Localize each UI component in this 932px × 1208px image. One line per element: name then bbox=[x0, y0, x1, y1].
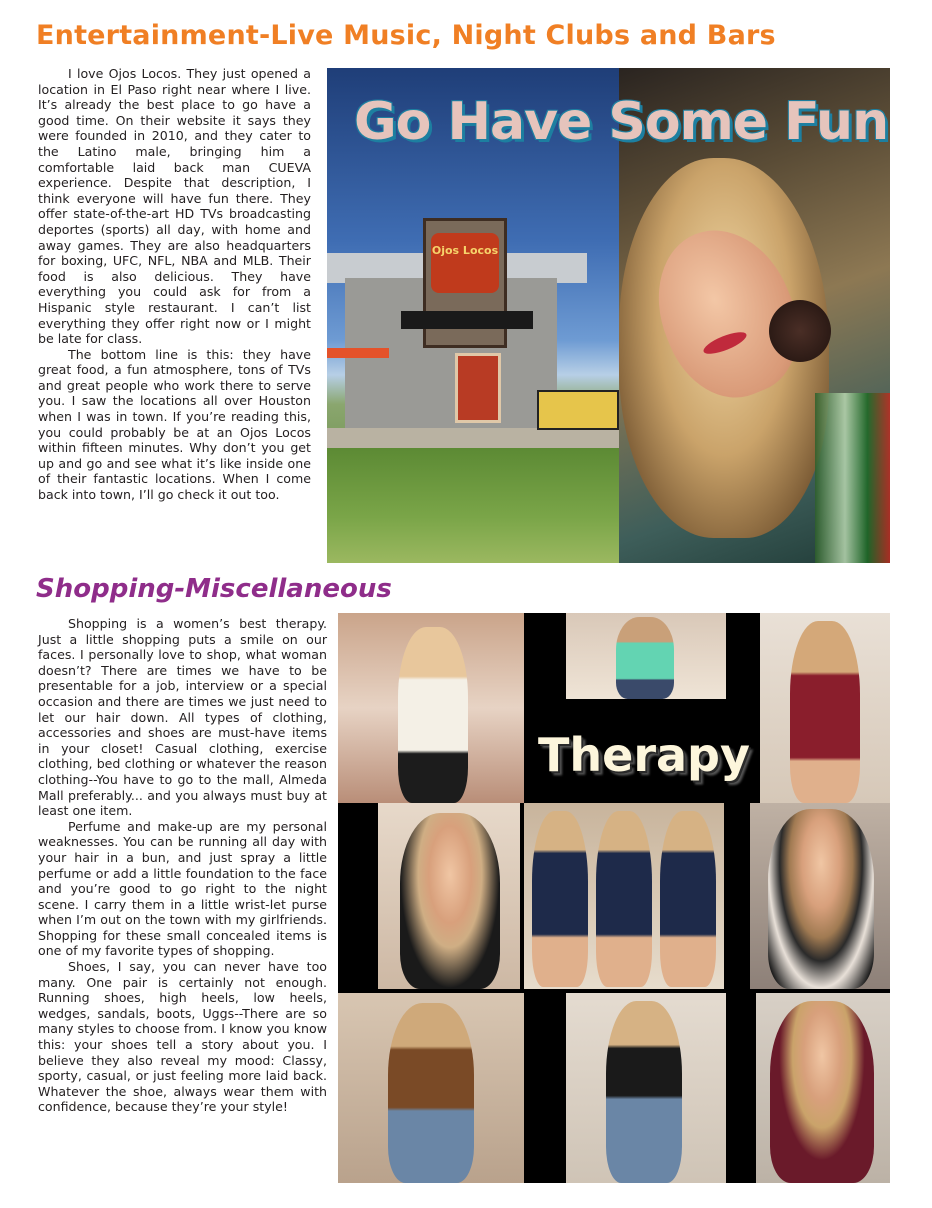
article-paragraph: The bottom line is this: they have great food, a fun atmosphere, tons of TVs and great people who work there to serve you. I saw the locations all over Houston when I was in town. If you’re reading this, you could probably be at an Ojos Locos within fifteen minutes. Why don’t you get up and go and see what it’s like inside one of their fantastic locations. When I come back into town, I’ll go check it out too. bbox=[38, 346, 311, 503]
orange-awning bbox=[327, 348, 389, 358]
lawn bbox=[327, 448, 619, 563]
outfit-photo bbox=[338, 613, 524, 803]
ojos-locos-sign: Ojos Locos bbox=[431, 233, 499, 293]
entertainment-article bbox=[38, 66, 311, 503]
therapy-photo-collage bbox=[338, 613, 890, 1183]
model-figure bbox=[616, 617, 674, 699]
shopping-article bbox=[38, 616, 327, 1115]
selfie-photo bbox=[750, 803, 890, 989]
restaurant-banner bbox=[537, 390, 619, 430]
sidewalk bbox=[327, 428, 619, 450]
model-figure bbox=[790, 621, 860, 803]
article-paragraph: Perfume and make-up are my personal weaknesses. You can be running all day with your hair in a bun, and just spray a little perfume or add a little foundation to the face and you’re good to go right to the night scene. I carry them in a little wrist-let purse when I’m out on the town with my girlfriends. Shopping for these small concealed items is one of my favorite types of shopping. bbox=[38, 818, 327, 959]
article-paragraph: Shopping is a women’s best therapy. Just a little shopping puts a smile on our faces. I personally love to shop, what woman doesn’t? There are times we have to be presentable for a job, interview or a special occasion and there are times we just need to let our hair down. All types of clothing, accessories and shoes are must-have items in your closet! Casual clothing, exercise clothing, bed clothing or whatever the reason clothing--You have to go to the mall, Almeda Mall preferably... and you always must buy at least one item. bbox=[38, 616, 327, 819]
section-heading-entertainment: Entertainment-Live Music, Night Clubs and Bars bbox=[36, 20, 776, 51]
outfit-photo bbox=[760, 613, 890, 803]
entrance-canopy bbox=[401, 311, 533, 329]
therapy-title: Therapy bbox=[538, 728, 750, 782]
model-figure bbox=[770, 1001, 874, 1183]
hair-rose bbox=[769, 300, 831, 362]
model-figure bbox=[532, 811, 588, 987]
selfie-photo bbox=[756, 993, 890, 1183]
model-figure bbox=[398, 627, 468, 803]
go-have-some-fun-title: Go Have Some Fun bbox=[354, 92, 889, 152]
model-figure bbox=[606, 1001, 682, 1183]
model-figure bbox=[596, 811, 652, 987]
selfie-photo bbox=[378, 803, 520, 989]
restaurant-entrance bbox=[455, 353, 501, 423]
model-figure bbox=[660, 811, 716, 987]
bar-bottles bbox=[815, 393, 890, 563]
mirror-selfie-photo bbox=[338, 993, 524, 1183]
section-heading-shopping: Shopping-Miscellaneous bbox=[36, 574, 392, 604]
article-paragraph: I love Ojos Locos. They just opened a location in El Paso right near where I live. It’s already the best place to go have a good time. On their website it says they were founded in 2010, and they cater to the Latino male, bringing him a comfortable laid back man CUEVA experience. Despite that description, I think everyone will have fun there. They offer state-of-the-art HD TVs broadcasting deportes (sports) all day, with home and away games. They are also headquarters for boxing, UFC, NFL, NBA and MLB. Their food is also delicious. They have everything you could ask for from a Hispanic style restaurant. I can’t list everything they offer right now or I might be late for class. bbox=[38, 66, 311, 347]
model-figure bbox=[388, 1003, 474, 1183]
mirror-selfie-photo bbox=[566, 993, 726, 1183]
article-paragraph: Shoes, I say, you can never have too many. One pair is certainly not enough. Running shoes, high heels, low heels, wedges, sandals, boots, Uggs--There are so many styles to choose from. I know you know this: your shoes tell a story about you. I believe they also reveal my mood: Classy, sporty, casual, or just feeling more laid back. Whatever the shoe, always wear them with confidence, because they’re your style! bbox=[38, 959, 327, 1115]
outfit-photo bbox=[566, 613, 726, 699]
mirror-selfie-photo bbox=[524, 803, 724, 989]
model-figure bbox=[400, 813, 500, 989]
model-figure bbox=[768, 809, 874, 989]
